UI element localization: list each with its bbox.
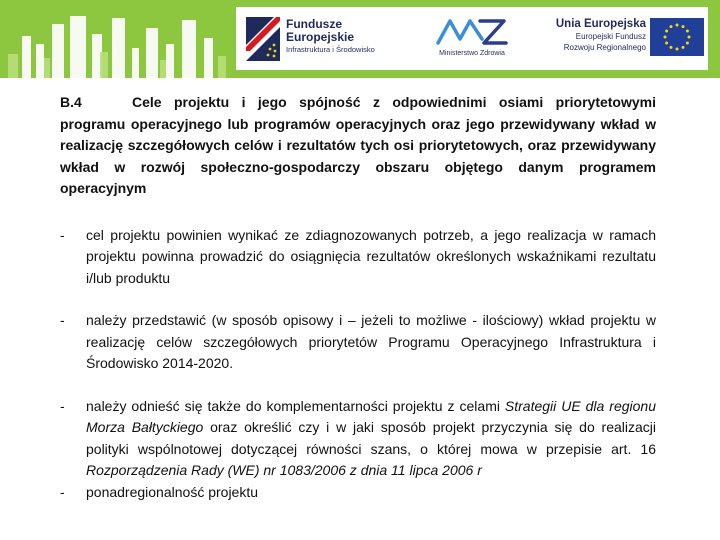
bullet-dash: - <box>60 312 65 328</box>
strategy-title: Strategii UE dla regionu Morza Bałtyckiego <box>86 397 656 435</box>
bullet-text: ponadregionalność projektu <box>86 483 259 500</box>
bullet-dash: - <box>60 483 65 500</box>
fe-logo-line1: Fundusze <box>286 17 342 31</box>
list-item <box>60 310 656 375</box>
bullet-dash: - <box>60 397 65 414</box>
bullet-list <box>60 225 656 504</box>
ue-logo-line3: Rozwoju Regionalnego <box>563 43 646 52</box>
header-band <box>0 0 720 78</box>
ue-logo-line2: Europejski Fundusz <box>575 32 646 41</box>
section-heading <box>60 92 656 200</box>
fe-logo-line2: Europejskie <box>286 30 355 44</box>
unia-europejska-text <box>536 17 646 53</box>
regulation-title: Rozporządzenia Rady (WE) nr 1083/2006 z dnia 11 lipca 2006 r <box>86 462 482 478</box>
bullet-dash: - <box>60 226 65 243</box>
eu-flag-icon <box>650 18 704 56</box>
ue-logo-line1: Unia Europejska <box>555 18 646 30</box>
fe-logo-line3: Infrastruktura i Środowisko <box>286 45 375 54</box>
logo-ministerstwo-zdrowia <box>432 13 512 65</box>
section-number: B.4 <box>60 94 82 110</box>
fundusze-europejskie-text <box>286 18 426 55</box>
logo-bar <box>236 7 708 70</box>
section-title: Cele projektu i jego spójność z odpowiednimi osiami priorytetowymi programu operacyjnego lub programów operacyjnych oraz jego przewidywany wkład w realizację szczegółowych celów i rezultatów tych osi priorytetowych, oraz przewidywany wkład w rozwój społeczno-gospodarczy obszaru objętego danym programem operacyjnym <box>60 94 656 196</box>
list-item <box>60 225 656 290</box>
logo-unia-europejska <box>536 15 706 63</box>
ministerstwo-zdrowia-logo-icon <box>436 15 508 47</box>
mz-logo-caption: Ministerstwo Zdrowia <box>439 50 505 57</box>
bullet-text: cel projektu powinien wynikać ze zdiagnozowanych potrzeb, a jego realizacja w ramach projektu powinna prowadzić do osiągnięcia rezultatów określonych wskaźnikami rezultatu i/lub produktu <box>86 226 656 286</box>
bullet-text-part: należy odnieść się także do komplementarności projektu z celami <box>86 397 505 414</box>
content-area <box>60 92 656 503</box>
logo-fundusze-europejskie <box>244 15 424 63</box>
list-item <box>60 396 656 482</box>
bullet-text-part: oraz określić czy i w jaki sposób projekt przyczynia się do realizacji polityki wspólnotowej dotyczącej równości szans, o której mowa w przepisie art. 16 <box>86 419 656 457</box>
fundusze-europejskie-flag-icon <box>244 15 282 63</box>
bullet-text: należy przedstawić (w sposób opisowy i – jeżeli to możliwe - ilościowy) wkład projektu w realizację celów szczegółowych priorytetów Programu Operacyjnego Infrastruktura i Środowisko 2014-2020. <box>86 312 656 371</box>
list-item <box>60 482 656 504</box>
